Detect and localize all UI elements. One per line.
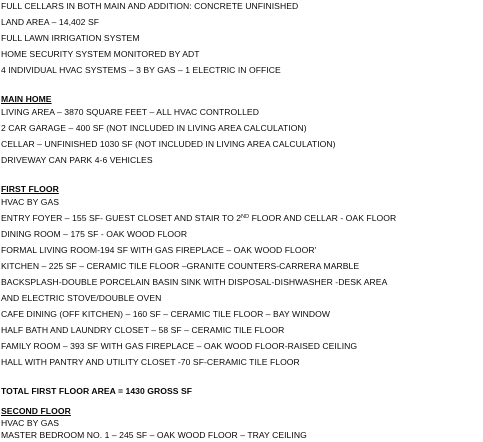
text-line: HVAC BY GAS bbox=[1, 197, 60, 207]
text-line: MASTER BEDROOM NO. 1 – 245 SF – OAK WOOD FLOOR – TRAY CEILING bbox=[1, 430, 307, 440]
section-heading-main-home: MAIN HOME bbox=[1, 94, 52, 104]
text-line-entry-foyer bbox=[1, 212, 396, 225]
text-line: FORMAL LIVING ROOM-194 SF WITH GAS FIREPLACE – OAK WOOD FLOOR' bbox=[1, 245, 317, 255]
text-line: BACKSPLASH-DOUBLE PORCELAIN BASIN SINK WITH DISPOSAL-DISHWASHER -DESK AREA bbox=[1, 277, 388, 287]
text-line: HALL WITH PANTRY AND UTILITY CLOSET -70 SF-CERAMIC TILE FLOOR bbox=[1, 357, 300, 367]
text-line: FULL LAWN IRRIGATION SYSTEM bbox=[1, 33, 140, 43]
text-line: CAFE DINING (OFF KITCHEN) – 160 SF – CERAMIC TILE FLOOR – BAY WINDOW bbox=[1, 309, 331, 319]
text-line: HOME SECURITY SYSTEM MONITORED BY ADT bbox=[1, 49, 200, 59]
superscript-nd: ND bbox=[241, 214, 250, 220]
text-line: CELLAR – UNFINISHED 1030 SF (NOT INCLUDED IN LIVING AREA CALCULATION) bbox=[1, 139, 336, 149]
text-line: KITCHEN – 225 SF – CERAMIC TILE FLOOR –GRANITE COUNTERS-CARRERA MARBLE bbox=[1, 261, 360, 271]
text-line: FAMILY ROOM – 393 SF WITH GAS FIREPLACE – OAK WOOD FLOOR-RAISED CEILING bbox=[1, 341, 358, 351]
text-line: DRIVEWAY CAN PARK 4-6 VEHICLES bbox=[1, 155, 153, 165]
entry-foyer-text-b: FLOOR AND CELLAR - OAK FLOOR bbox=[249, 213, 397, 223]
entry-foyer-text-a: ENTRY FOYER – 155 SF- GUEST CLOSET AND STAIR TO 2 bbox=[1, 213, 242, 223]
section-heading-second-floor: SECOND FLOOR bbox=[1, 406, 71, 416]
text-line: AND ELECTRIC STOVE/DOUBLE OVEN bbox=[1, 293, 162, 303]
text-line: DINING ROOM – 175 SF - OAK WOOD FLOOR bbox=[1, 229, 188, 239]
text-line: 2 CAR GARAGE – 400 SF (NOT INCLUDED IN LIVING AREA CALCULATION) bbox=[1, 123, 307, 133]
text-line: 4 INDIVIDUAL HVAC SYSTEMS – 3 BY GAS – 1 ELECTRIC IN OFFICE bbox=[1, 65, 281, 75]
text-line: LAND AREA – 14,402 SF bbox=[1, 17, 100, 27]
text-line: LIVING AREA – 3870 SQUARE FEET – ALL HVAC CONTROLLED bbox=[1, 107, 259, 117]
text-line: HALF BATH AND LAUNDRY CLOSET – 58 SF – CERAMIC TILE FLOOR bbox=[1, 325, 285, 335]
total-first-floor-area: TOTAL FIRST FLOOR AREA = 1430 GROSS SF bbox=[1, 386, 193, 396]
section-heading-first-floor: FIRST FLOOR bbox=[1, 184, 59, 194]
text-line: HVAC BY GAS bbox=[1, 418, 60, 428]
text-line: FULL CELLARS IN BOTH MAIN AND ADDITION: CONCRETE UNFINISHED bbox=[1, 1, 299, 11]
